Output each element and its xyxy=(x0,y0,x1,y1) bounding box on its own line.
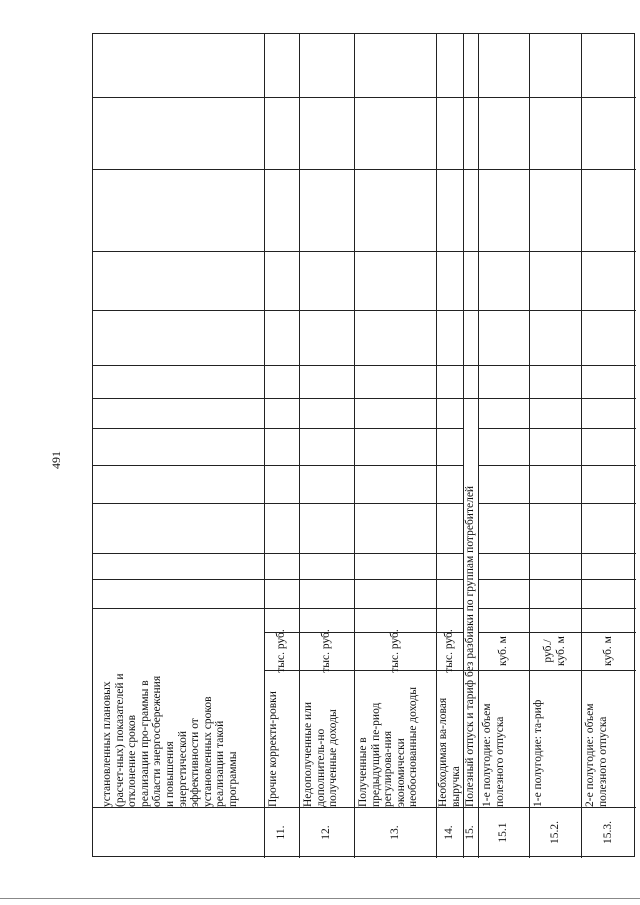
column-divider xyxy=(93,553,464,554)
row-unit: тыс. руб. xyxy=(388,629,401,673)
table-row xyxy=(529,807,581,858)
table-row xyxy=(299,670,354,807)
row-number: 15. xyxy=(464,825,477,840)
table-row xyxy=(581,670,636,807)
table-row xyxy=(299,629,354,673)
row-unit: тыс. руб. xyxy=(320,629,333,673)
row-name: Полученные в предыдущий пе-риод регулирова-ния экономически необоснованные доходы xyxy=(357,687,420,807)
column-divider xyxy=(93,579,464,580)
column-divider xyxy=(478,465,636,466)
page-number: 491 xyxy=(49,451,63,469)
row-number: 12. xyxy=(320,825,333,840)
column-divider xyxy=(93,608,464,609)
column-divider xyxy=(93,503,464,504)
row-number: 15.2. xyxy=(548,821,561,844)
table-row xyxy=(354,629,436,673)
table-row xyxy=(264,670,299,807)
section-title: Полезный отпуск и тариф без разбивки по группам потребителей xyxy=(464,485,476,807)
column-divider xyxy=(93,365,636,366)
row-name: 1-е полугодие: объем полезного отпуска xyxy=(481,703,506,807)
column-divider xyxy=(478,608,636,609)
row-unit: куб. м xyxy=(602,636,615,666)
row-number: 13. xyxy=(388,825,401,840)
row-name: 2-е полугодие: объем полезного отпуска xyxy=(584,703,609,807)
row-name: Прочие корректи-ровки xyxy=(267,691,279,807)
table-row xyxy=(581,632,636,670)
row-number: 14. xyxy=(443,825,456,840)
table-row xyxy=(354,670,436,807)
column-divider xyxy=(93,428,464,429)
row-unit: тыс. руб. xyxy=(443,629,456,673)
column-divider xyxy=(93,310,636,311)
column-divider xyxy=(93,465,464,466)
table-row xyxy=(354,807,436,858)
table-row xyxy=(529,670,581,807)
table-row xyxy=(299,807,354,858)
table-row xyxy=(436,807,463,858)
column-divider xyxy=(93,398,636,399)
column-divider xyxy=(478,553,636,554)
row-unit: куб. м xyxy=(497,636,510,666)
row-number: 15.3. xyxy=(602,821,615,844)
table-row xyxy=(478,670,529,807)
table-row xyxy=(436,670,463,807)
table-row xyxy=(93,670,264,807)
tariff-table xyxy=(92,33,635,857)
row-name: Необходимая ва-ловая выручка xyxy=(437,697,462,807)
column-divider xyxy=(93,251,636,252)
row-name: установленных плановых (расчет-ных) показателей и отклонение сроков реализации про-граммы в области энергосбережения и повышения энергетической эффективности от установленных сроков реализации такой программы xyxy=(101,673,239,807)
section-header xyxy=(463,334,478,807)
table-row xyxy=(581,807,636,858)
table-row xyxy=(463,807,478,858)
row-name: Недополученные или дополнитель-но полученные доходы xyxy=(302,701,340,807)
column-divider xyxy=(478,579,636,580)
table-row xyxy=(264,629,299,673)
row-name: 1-е полугодие: та-риф xyxy=(532,699,544,807)
table-row xyxy=(436,629,463,673)
table-row xyxy=(478,632,529,670)
column-divider xyxy=(478,428,636,429)
table-row xyxy=(529,632,581,670)
row-unit: руб./ куб. м xyxy=(542,636,567,666)
row-unit: тыс. руб. xyxy=(275,629,288,673)
column-divider xyxy=(478,503,636,504)
table-row xyxy=(264,807,299,858)
row-number: 11. xyxy=(275,825,288,840)
table-row xyxy=(478,807,529,858)
column-divider xyxy=(93,169,636,170)
row-number: 15.1 xyxy=(497,822,510,843)
column-divider xyxy=(93,97,636,98)
bottom-rule xyxy=(0,898,640,899)
